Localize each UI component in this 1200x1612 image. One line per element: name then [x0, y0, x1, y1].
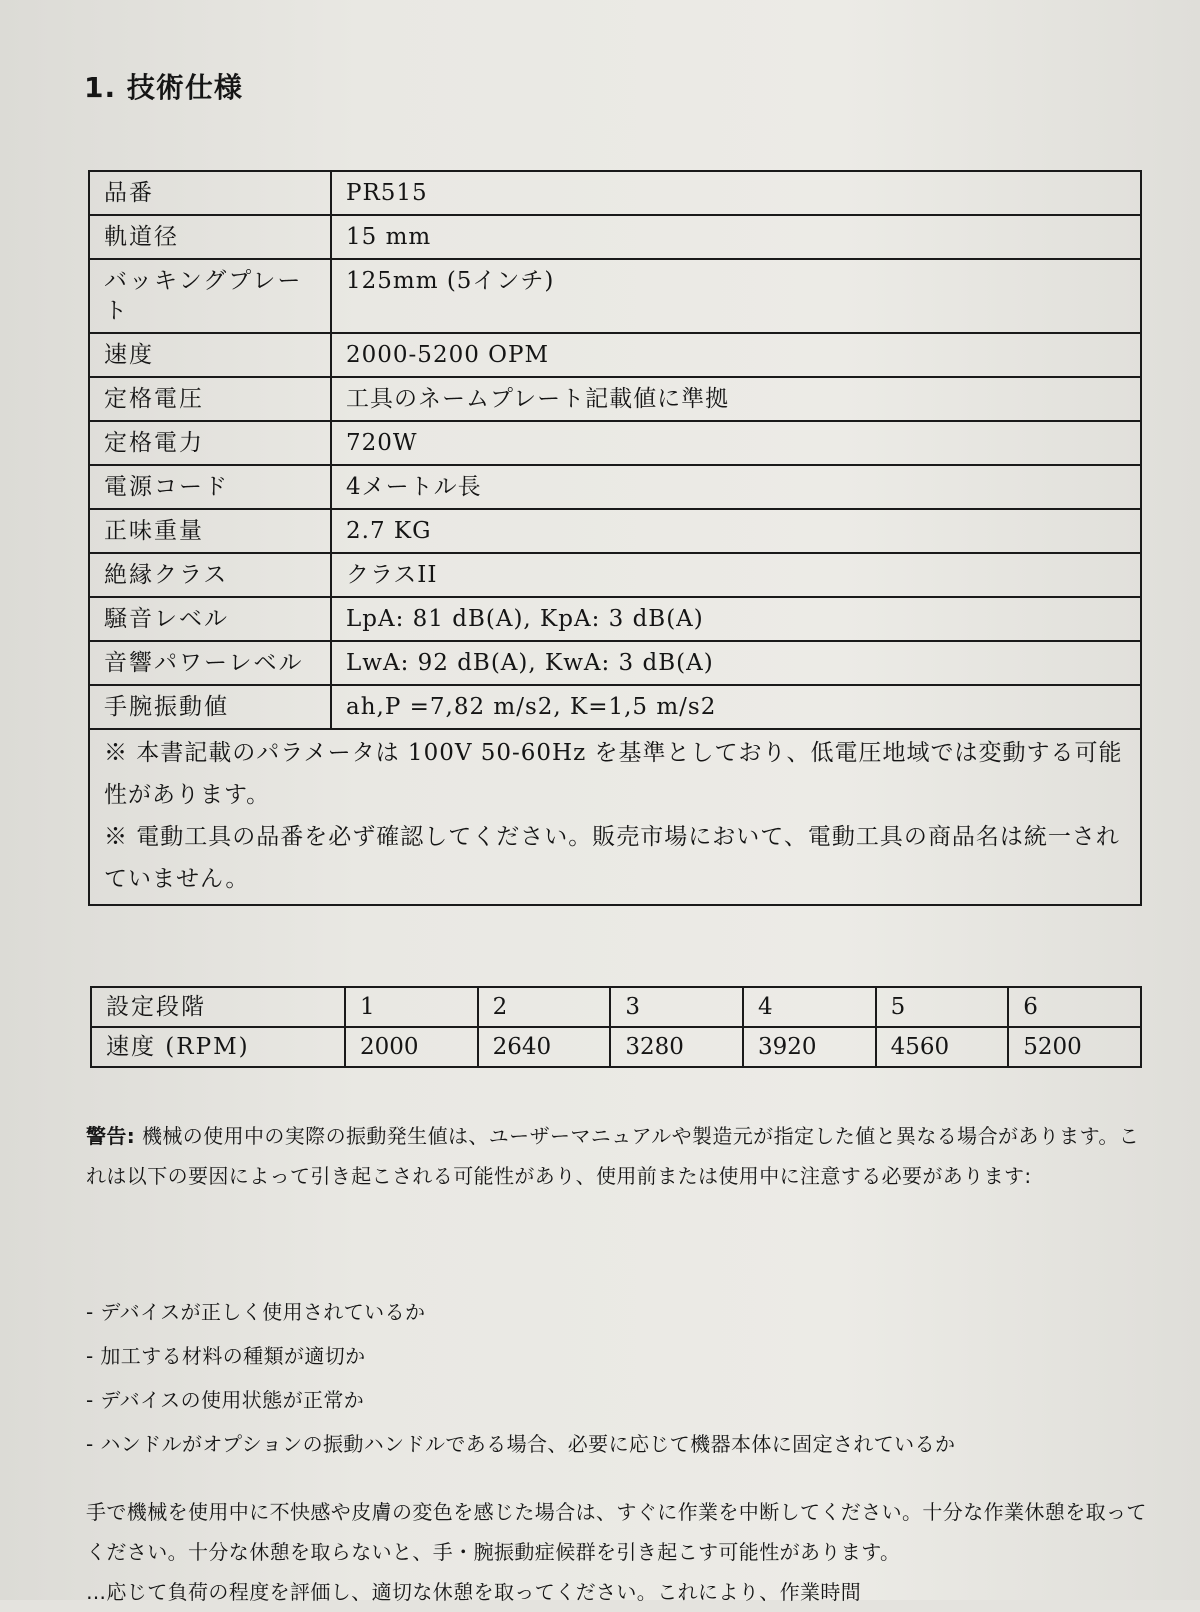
spec-row: [89, 597, 1141, 641]
spec-label: 軌道径: [89, 215, 331, 259]
rpm-row-label: 速度 (RPM): [91, 1027, 345, 1067]
spec-table: [88, 170, 1142, 906]
spec-value: 工具のネームプレート記載値に準拠: [331, 377, 1141, 421]
list-item: - ハンドルがオプションの振動ハンドルである場合、必要に応じて機器本体に固定されているか: [86, 1432, 956, 1456]
bleed-through-text: [90, 40, 110, 69]
spec-label: 騒音レベル: [89, 597, 331, 641]
factor-list: [86, 1290, 955, 1466]
warning-text: 機械の使用中の実際の振動発生値は、ユーザーマニュアルや製造元が指定した値と異なる場合があります。これは以下の要因によって引き起こされる可能性があり、使用前または使用中に注意する必要があります:: [86, 1124, 1140, 1188]
spec-value: 720W: [331, 421, 1141, 465]
spec-row: [89, 685, 1141, 729]
spec-value: 2.7 KG: [331, 509, 1141, 553]
spec-row: [89, 421, 1141, 465]
spec-value: 4メートル長: [331, 465, 1141, 509]
spec-label: 音響パワーレベル: [89, 641, 331, 685]
spec-row: [89, 259, 1141, 333]
spec-label: 定格電圧: [89, 377, 331, 421]
section-title: 1. 技術仕様: [84, 71, 243, 104]
spec-label: 速度: [89, 333, 331, 377]
closing-paragraph: [86, 1492, 1154, 1612]
spec-value: LpA: 81 dB(A), KpA: 3 dB(A): [331, 597, 1141, 641]
spec-row: [89, 509, 1141, 553]
rpm-row: [91, 1027, 1141, 1067]
spec-row: [89, 333, 1141, 377]
step-number: 4: [743, 987, 876, 1027]
spec-label: 手腕振動値: [89, 685, 331, 729]
rpm-value: 3280: [610, 1027, 743, 1067]
spec-row: [89, 553, 1141, 597]
closing-partial-line: …応じて負荷の程度を評価し、適切な休憩を取ってください。これにより、作業時間: [86, 1580, 862, 1604]
spec-notes-row: [89, 729, 1141, 905]
warning-label: 警告:: [86, 1124, 136, 1148]
speed-setting-table: [90, 986, 1142, 1068]
spec-value: ah,P =7,82 m/s2, K=1,5 m/s2: [331, 685, 1141, 729]
step-number: 5: [876, 987, 1009, 1027]
spec-value: 125mm (5インチ): [331, 259, 1141, 333]
spec-row: [89, 171, 1141, 215]
rpm-value: 3920: [743, 1027, 876, 1067]
warning-paragraph: [86, 1116, 1150, 1196]
spec-note: ※ 電動工具の品番を必ず確認してください。販売市場において、電動工具の商品名は統一されていません。: [104, 824, 1120, 892]
spec-label: 品番: [89, 171, 331, 215]
spec-label: 定格電力: [89, 421, 331, 465]
spec-note: ※ 本書記載のパラメータは 100V 50-60Hz を基準としており、低電圧地域では変動する可能性があります。: [104, 740, 1123, 808]
spec-row: [89, 377, 1141, 421]
spec-value: 2000-5200 OPM: [331, 333, 1141, 377]
rpm-value: 2640: [478, 1027, 611, 1067]
step-number: 6: [1008, 987, 1141, 1027]
list-item: - デバイスの使用状態が正常か: [86, 1388, 365, 1412]
spec-label: 絶縁クラス: [89, 553, 331, 597]
spec-label: 正味重量: [89, 509, 331, 553]
closing-text: 手で機械を使用中に不快感や皮膚の変色を感じた場合は、すぐに作業を中断してください。十分な作業休憩を取ってください。十分な休憩を取らないと、手・腕振動症候群を引き起こす可能性があります。: [86, 1500, 1147, 1564]
spec-row: [89, 465, 1141, 509]
step-row-label: 設定段階: [91, 987, 345, 1027]
spec-row: [89, 215, 1141, 259]
spec-row: [89, 641, 1141, 685]
spec-label: 電源コード: [89, 465, 331, 509]
rpm-value: 5200: [1008, 1027, 1141, 1067]
spec-value: クラスII: [331, 553, 1141, 597]
step-number: 3: [610, 987, 743, 1027]
list-item: - 加工する材料の種類が適切か: [86, 1344, 366, 1368]
spec-label: バッキングプレート: [89, 259, 331, 333]
rpm-value: 4560: [876, 1027, 1009, 1067]
spec-value: PR515: [331, 171, 1141, 215]
spec-value: LwA: 92 dB(A), KwA: 3 dB(A): [331, 641, 1141, 685]
spec-value: 15 mm: [331, 215, 1141, 259]
step-number: 1: [345, 987, 478, 1027]
spec-notes: [89, 729, 1141, 905]
rpm-value: 2000: [345, 1027, 478, 1067]
step-number: 2: [478, 987, 611, 1027]
list-item: - デバイスが正しく使用されているか: [86, 1300, 426, 1324]
step-row: [91, 987, 1141, 1027]
